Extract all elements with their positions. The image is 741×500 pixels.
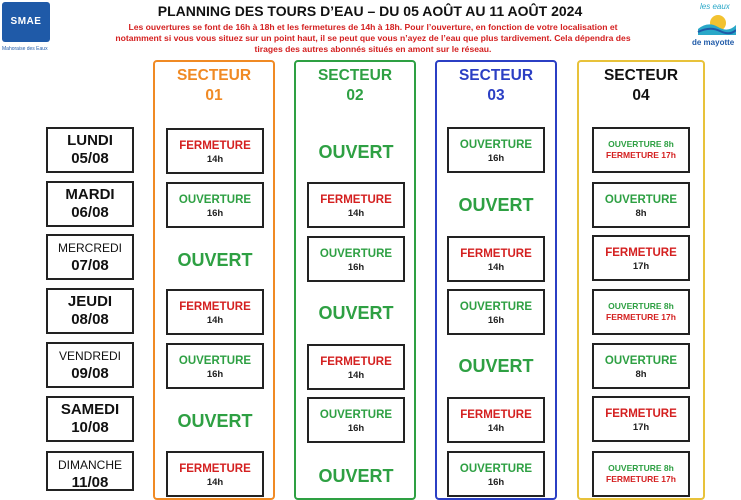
- day-thursday: [46, 288, 134, 334]
- status-time: 16h: [487, 153, 505, 164]
- s04-saturday-cell: [592, 396, 690, 442]
- status-label: OUVERTURE: [604, 194, 678, 206]
- day-name: SAMEDI: [60, 401, 120, 418]
- s02-tuesday-cell: [307, 182, 405, 228]
- sector-04-label: SECTEUR: [603, 67, 679, 84]
- status-time: 8h: [635, 208, 647, 219]
- status-time: 14h: [206, 477, 224, 488]
- status-label: FERMETURE: [320, 356, 392, 368]
- mayotte-logo-bottom: de mayotte: [692, 38, 735, 47]
- s04-thursday-cell: [592, 289, 690, 335]
- status-open-line: OUVERTURE 8h: [608, 463, 674, 473]
- sector-04-header: [579, 66, 703, 106]
- s01-sunday-cell: [166, 451, 264, 497]
- status-time: 16h: [487, 477, 505, 488]
- s04-tuesday-cell: [592, 182, 690, 228]
- notice-text: [78, 22, 668, 55]
- smae-logo-text: SMAE: [10, 16, 42, 27]
- day-wednesday: [46, 234, 134, 280]
- status-label: OUVERTURE: [319, 248, 393, 260]
- s02-thursday-open: OUVERT: [318, 303, 394, 323]
- day-date: 09/08: [71, 365, 109, 382]
- day-name: MERCREDI: [57, 241, 122, 255]
- smae-logo: [2, 2, 50, 56]
- sector-01-header: [155, 66, 273, 106]
- status-label: OUVERTURE: [604, 355, 678, 367]
- s03-tuesday-open: OUVERT: [458, 195, 534, 215]
- s03-saturday-cell: [447, 397, 545, 443]
- status-label: OUVERTURE: [459, 463, 533, 475]
- s03-friday-open: OUVERT: [458, 356, 534, 376]
- status-label: OUVERTURE: [459, 301, 533, 313]
- day-name: LUNDI: [67, 132, 113, 149]
- status-label: OUVERTURE: [459, 139, 533, 151]
- day-date: 05/08: [71, 150, 109, 167]
- page-title: PLANNING DES TOURS D’EAU – DU 05 AOÛT AU 11 AOÛT 2024: [157, 3, 583, 19]
- status-label: OUVERTURE: [319, 409, 393, 421]
- s01-thursday-cell: [166, 289, 264, 335]
- s04-monday-cell: [592, 127, 690, 173]
- day-monday: [46, 127, 134, 173]
- eaux-de-mayotte-logo: [688, 2, 740, 52]
- sector-03-number: 03: [487, 87, 505, 104]
- day-date: 08/08: [71, 311, 109, 328]
- s03-wednesday-cell: [447, 236, 545, 282]
- sector-01-number: 01: [205, 87, 223, 104]
- status-open-line: OUVERTURE 8h: [608, 301, 674, 311]
- day-sunday: [46, 451, 134, 491]
- sector-03-label: SECTEUR: [458, 67, 534, 84]
- sector-03-header: [437, 66, 555, 106]
- s03-thursday-cell: [447, 289, 545, 335]
- status-open-line: OUVERTURE 8h: [608, 139, 674, 149]
- status-time: 14h: [487, 423, 505, 434]
- status-label: FERMETURE: [179, 140, 251, 152]
- status-time: 14h: [206, 315, 224, 326]
- status-label: FERMETURE: [320, 194, 392, 206]
- sector-02-label: SECTEUR: [317, 67, 393, 84]
- day-name: VENDREDI: [58, 349, 121, 363]
- status-close-line: FERMETURE 17h: [606, 150, 676, 160]
- status-time: 17h: [632, 261, 650, 272]
- day-date: 07/08: [71, 257, 109, 274]
- s02-saturday-cell: [307, 397, 405, 443]
- wave-icon: [696, 13, 736, 37]
- s02-wednesday-cell: [307, 236, 405, 282]
- smae-logo-tagline: Mahoraise des Eaux: [2, 46, 48, 52]
- s03-sunday-cell: [447, 451, 545, 497]
- status-label: FERMETURE: [179, 301, 251, 313]
- status-label: FERMETURE: [179, 463, 251, 475]
- status-time: 14h: [206, 154, 224, 165]
- sector-02-number: 02: [346, 87, 364, 104]
- status-label: FERMETURE: [605, 408, 677, 420]
- status-time: 8h: [635, 369, 647, 380]
- status-time: 16h: [347, 262, 365, 273]
- day-date: 10/08: [71, 419, 109, 436]
- day-tuesday: [46, 181, 134, 227]
- notice-line-3: tirages des autres abonnés situés en amont sur le réseau.: [254, 44, 492, 54]
- day-date: 06/08: [71, 204, 109, 221]
- s03-monday-cell: [447, 127, 545, 173]
- day-name: JEUDI: [67, 293, 113, 310]
- sector-01-label: SECTEUR: [176, 67, 252, 84]
- status-label: FERMETURE: [460, 248, 532, 260]
- day-name: DIMANCHE: [57, 458, 122, 472]
- status-time: 14h: [487, 262, 505, 273]
- status-time: 16h: [206, 369, 224, 380]
- s02-monday-open: OUVERT: [318, 142, 394, 162]
- sector-01-column: [153, 60, 275, 500]
- s02-friday-cell: [307, 344, 405, 390]
- notice-line-1: Les ouvertures se font de 16h à 18h et les fermetures de 14h à 18h. Pour l’ouverture, en fonction de votre localisation et: [128, 22, 618, 32]
- mayotte-logo-top: les eaux: [700, 2, 730, 11]
- status-label: FERMETURE: [460, 409, 532, 421]
- day-name: MARDI: [65, 186, 115, 203]
- status-time: 14h: [347, 370, 365, 381]
- s04-sunday-cell: [592, 451, 690, 497]
- status-label: OUVERTURE: [178, 355, 252, 367]
- status-close-line: FERMETURE 17h: [606, 312, 676, 322]
- day-friday: [46, 342, 134, 388]
- s02-sunday-open: OUVERT: [318, 466, 394, 486]
- notice-line-2: notamment si vous vous situez sur un point haut, il se peut que vous n’ayez de l’eau que plus tardivement. Cela dépendra des: [115, 33, 631, 43]
- s01-friday-cell: [166, 343, 264, 389]
- day-date: 11/08: [71, 474, 109, 491]
- status-time: 17h: [632, 422, 650, 433]
- sector-02-header: [296, 66, 414, 106]
- status-time: 14h: [347, 208, 365, 219]
- day-saturday: [46, 396, 134, 442]
- s01-saturday-open: OUVERT: [177, 411, 253, 431]
- s01-tuesday-cell: [166, 182, 264, 228]
- status-label: FERMETURE: [605, 247, 677, 259]
- s04-wednesday-cell: [592, 235, 690, 281]
- sector-04-number: 04: [632, 87, 650, 104]
- s01-monday-cell: [166, 128, 264, 174]
- status-time: 16h: [206, 208, 224, 219]
- s04-friday-cell: [592, 343, 690, 389]
- status-label: OUVERTURE: [178, 194, 252, 206]
- status-time: 16h: [487, 315, 505, 326]
- status-close-line: FERMETURE 17h: [606, 474, 676, 484]
- status-time: 16h: [347, 423, 365, 434]
- s01-wednesday-open: OUVERT: [177, 250, 253, 270]
